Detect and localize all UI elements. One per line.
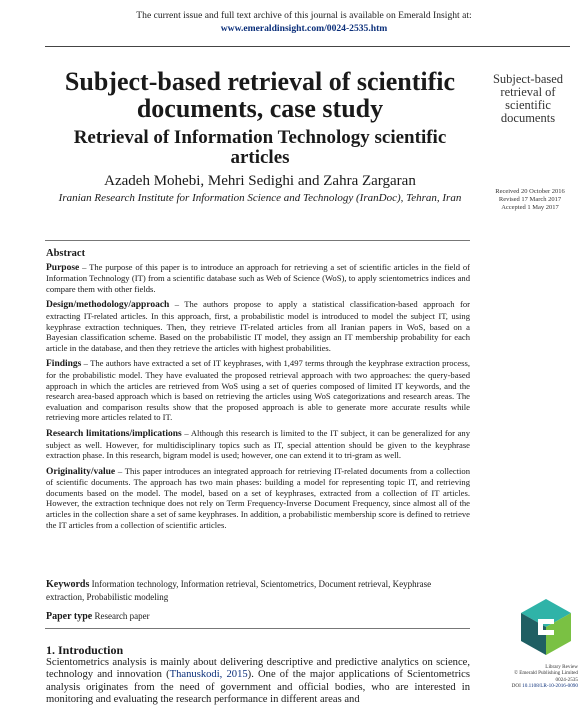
abstract-section	[46, 249, 470, 535]
limitations-text: – Although this research is limited to the IT subject, it can be generalized for any subject as well. However, for multidisciplinary topics such as IT, special attention should be given to the keyphrase extraction phase. In this research, bigram model is used; however, one can extend it to tri-gram as well.	[46, 427, 470, 461]
abstract-findings	[46, 358, 470, 423]
originality-text: – This paper introduces an integrated approach for retrieving IT-related documents from a collection of scientific documents. The approach has two main phases: building a model for representing topic IT, and retrieving documents based on the model. The model, based on a set of keyphrases, extracted from a collection of IT articles. However, the extraction technique does not rely on Term Frequency-Inverse Document Frequency, since almost all of the articles in the collection share a set of same keyphrases. In addition, a probabilistic membership score is defined to retrieve the IT articles from a collection of scientific articles.	[46, 465, 470, 530]
doi-label: DOI	[511, 683, 521, 690]
emerald-logo-icon	[519, 597, 573, 657]
journal-name: Library Review	[545, 664, 578, 670]
abstract-purpose	[46, 262, 470, 295]
purpose-text: – The purpose of this paper is to introduce an approach for retrieving a set of scientific articles in the field of Information Technology (IT) from a scientific database such as Web of Science (WoS), to apply scientometrics indices and compare them with other fields.	[46, 261, 470, 294]
abstract-top-divider	[45, 240, 470, 241]
accepted-date: Accepted 1 May 2017	[501, 204, 559, 211]
paper-type-text: Research paper	[94, 611, 150, 621]
paper-type-label: Paper type	[46, 611, 93, 622]
banner-text: The current issue and full text archive of this journal is available on Emerald Insight at:	[136, 10, 472, 21]
header-divider	[45, 46, 570, 47]
citation-link[interactable]: Thanuskodi, 2015	[169, 669, 248, 681]
journal-banner	[118, 10, 490, 36]
article-title: Subject-based retrieval of scientific documents, case study	[64, 67, 456, 123]
journal-info	[478, 664, 578, 690]
article-authors: Azadeh Mohebi, Mehri Sedighi and Zahra Zargaran	[104, 173, 416, 189]
introduction-heading: 1. Introduction	[46, 643, 124, 657]
findings-label: Findings	[46, 359, 82, 370]
keywords-label: Keywords	[46, 579, 90, 590]
author-affiliation: Iranian Research Institute for Information Science and Technology (IranDoc), Tehran, Iran	[58, 192, 462, 204]
paper-type-section	[46, 610, 470, 623]
findings-text: – The authors have extracted a set of IT keyphrases, with 1,497 terms through the keyphrase extraction process, for the probabilistic model. They have evaluated the proposed retrieval approach with two approaches: the query-based approach in which the articles are retrieved from WoS using a set of queries composed of limited IT keywords, and the research area-based approach which is based on retrieving the articles using WoS categorizations and research areas. The evaluation and comparison results show that the proposed approach is able to generate more accurate results while retrieving more articles related to IT.	[46, 358, 470, 423]
doi-link[interactable]: 10.1108/LR-10-2016-0090	[522, 683, 578, 690]
purpose-label: Purpose	[46, 262, 80, 273]
article-subtitle: Retrieval of Information Technology scientific articles	[73, 127, 447, 168]
revised-date: Revised 17 March 2017	[498, 196, 562, 203]
design-text: – The authors propose to apply a statistical classification-based approach for extracting IT-related articles. In this approach, first, a probabilistic model is introduced to model the subject IT, using keyphrase extraction techniques. Then, they retrieve IT-related articles from all Iranian papers in WoS, based on a Bayesian classification scheme. Based on the probabilistic IT model, they assign an IT membership probability for each article in the database, and then they retrieve the articles with highest probabilities.	[46, 299, 470, 353]
limitations-label: Research limitations/implications	[46, 428, 182, 439]
intro-text-after: ). One of the major applications of Scientometrics analysis originates from the need of government and official bodies, who are interested in monitoring and evaluating the research performance in different areas and	[46, 669, 470, 706]
keywords-text: Information technology, Information retrieval, Scientometrics, Document retrieval, Keyphrase extraction, Probabilistic modeling	[46, 579, 432, 602]
article-dates	[482, 188, 578, 212]
abstract-heading: Abstract	[46, 248, 86, 259]
abstract-design	[46, 299, 470, 353]
abstract-limitations	[46, 428, 470, 461]
running-title: Subject-based retrieval of scientific documents	[492, 72, 564, 125]
abstract-originality	[46, 466, 470, 531]
introduction-body	[46, 657, 470, 707]
journal-doi	[478, 683, 578, 689]
originality-label: Originality/value	[46, 466, 116, 477]
journal-issn: 0024-2535	[555, 676, 578, 683]
design-label: Design/methodology/approach	[46, 300, 170, 311]
received-date: Received 20 October 2016	[495, 188, 565, 195]
abstract-bottom-divider	[45, 628, 470, 629]
intro-text-before: Scientometrics analysis is mainly about delivering descriptive and predictive analytics on science, technology and innovation (	[46, 657, 470, 681]
journal-publisher: © Emerald Publishing Limited	[513, 670, 578, 677]
keywords-section	[46, 578, 470, 603]
journal-url-link[interactable]: www.emeraldinsight.com/0024-2535.htm	[220, 23, 388, 34]
